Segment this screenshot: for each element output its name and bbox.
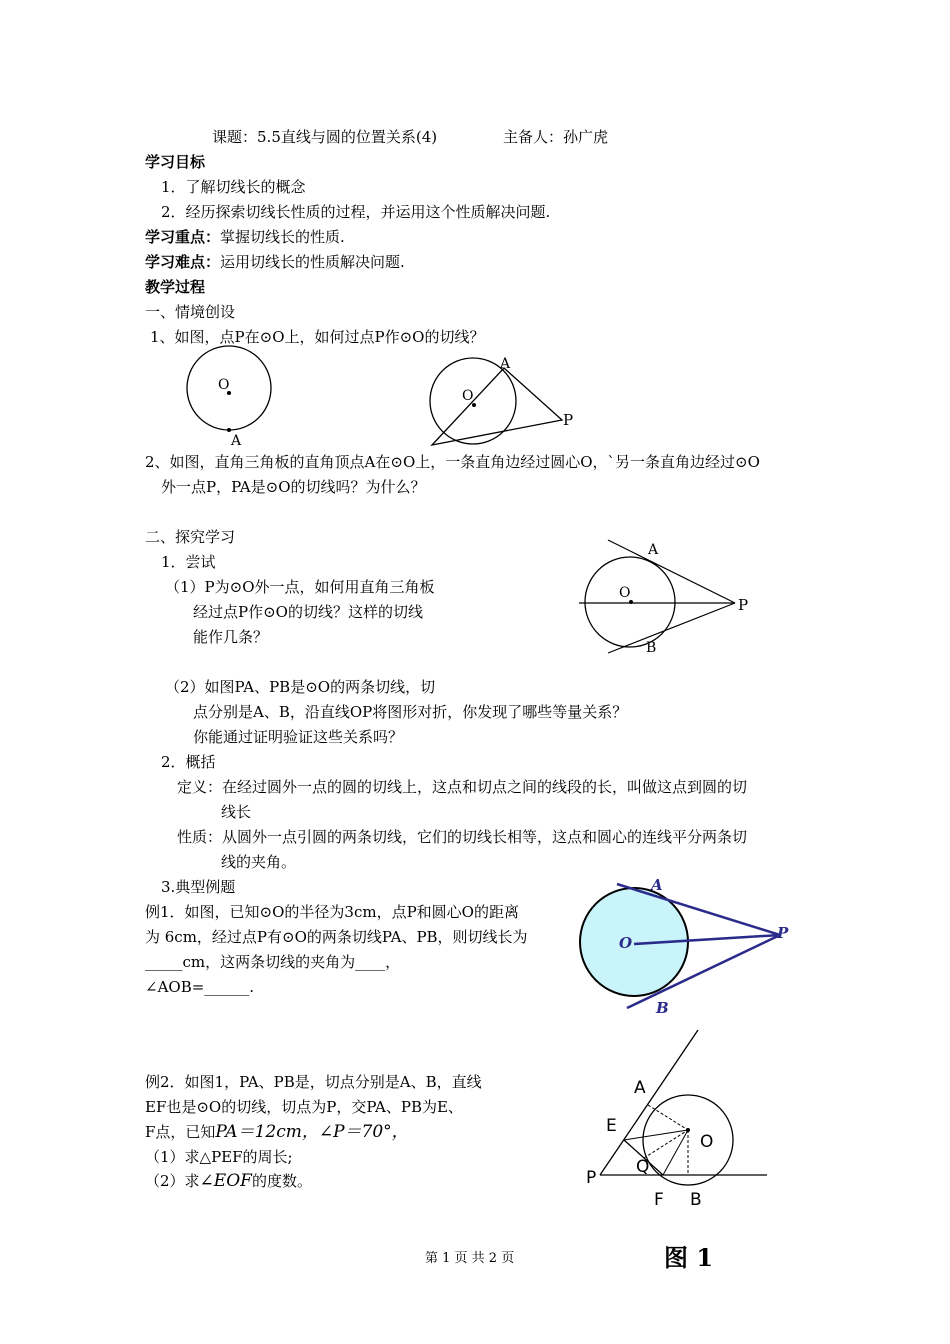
label-o: O <box>619 585 631 601</box>
example1-line2: 为 6cm，经过点P有⊙O的两条切线PA、PB，则切线长为 <box>145 928 528 946</box>
property-line2: 线的夹角。 <box>221 853 297 871</box>
try1-line1: （1）P为⊙O外一点，如何用直角三角板 <box>165 578 435 596</box>
center-dot <box>686 1128 690 1132</box>
label-b: B <box>646 640 657 656</box>
try2-line1: （2）如图PA、PB是⊙O的两条切线，切 <box>165 678 436 696</box>
property-line1: 性质：从圆外一点引圆的两条切线，它们的切线长相等，这点和圆心的连线平分两条切 <box>177 828 748 846</box>
label-p: P <box>777 924 789 942</box>
definition-line1: 定义：在经过圆外一点的圆的切线上，这点和切点之间的线段的长，叫做这点到圆的切 <box>177 778 748 796</box>
label-o: O <box>462 388 474 404</box>
label-b: B <box>690 1190 702 1210</box>
preparer-label: 主备人： <box>503 128 564 146</box>
label-b: B <box>656 999 669 1017</box>
label-o: O <box>619 934 633 952</box>
figure-example2 <box>580 1030 780 1280</box>
segment-fo <box>663 1130 688 1175</box>
difficulty <box>145 253 405 271</box>
example2-q2-suffix: 的度数。 <box>251 1172 312 1190</box>
segment-eo <box>624 1130 688 1140</box>
topic-title: 5.5直线与圆的位置关系(4) <box>257 128 438 146</box>
label-o: O <box>218 377 230 393</box>
goals-heading: 学习目标 <box>145 153 206 171</box>
label-a: A <box>634 1078 646 1098</box>
label-a: A <box>651 876 663 894</box>
figure-caption: 图 1 <box>664 1243 714 1272</box>
point-a-dot <box>227 428 231 432</box>
summary-heading: 2．概括 <box>161 753 216 771</box>
example2-line3-text: F点，已知 <box>145 1123 216 1141</box>
label-f: F <box>654 1190 664 1210</box>
lesson-header <box>212 128 437 146</box>
label-a: A <box>500 356 511 372</box>
label-p: P <box>586 1168 597 1188</box>
label-q: Q <box>636 1157 650 1177</box>
example2-given: PA＝12cm，∠P＝70°， <box>215 1122 409 1142</box>
section1-question-1: 1、如图，点P在⊙O上，如何过点P作⊙O的切线？ <box>150 328 485 346</box>
figure-circle-point-a <box>180 345 300 455</box>
figure-set-square <box>420 352 590 452</box>
goal-item-2: 2．经历探索切线长性质的过程，并运用这个性质解决问题. <box>161 203 551 221</box>
key-point-label: 学习重点： <box>145 228 221 246</box>
label-p: P <box>738 596 749 614</box>
preparer <box>503 128 608 146</box>
example2-q2-prefix: （2）求 <box>145 1172 200 1190</box>
try2-line3: 你能通过证明验证这些关系吗？ <box>193 728 404 746</box>
section1-question-2-line2: 外一点P，PA是⊙O的切线吗？为什么？ <box>161 478 426 496</box>
line-pa <box>600 1030 698 1175</box>
section1-heading: 一、情境创设 <box>145 303 236 321</box>
example1-line1: 例1．如图，已知⊙O的半径为3cm，点P和圆心O的距离 <box>145 903 519 921</box>
topic-label: 课题： <box>212 128 258 146</box>
example2-question-1: （1）求△PEF的周长; <box>145 1148 293 1166</box>
difficulty-label: 学习难点： <box>145 253 221 271</box>
goal-item-1: 1．了解切线长的概念 <box>161 178 306 196</box>
try2-line2: 点分别是A、B，沿直线OP将图形对折，你发现了哪些等量关系？ <box>193 703 628 721</box>
difficulty-text: 运用切线长的性质解决问题. <box>220 253 405 271</box>
label-p: P <box>563 411 574 429</box>
example2-question-2 <box>145 1172 312 1190</box>
label-a: A <box>231 433 242 449</box>
preparer-name: 孙广虎 <box>563 128 609 146</box>
key-point-text: 掌握切线长的性质. <box>220 228 345 246</box>
figure-example1 <box>575 870 795 1020</box>
example2-line2: EF也是⊙O的切线，切点为P，交PA、PB为E、 <box>145 1098 463 1116</box>
try-heading: 1．尝试 <box>161 553 216 571</box>
example1-line3: _____cm，这两条切线的夹角为____， <box>145 953 401 971</box>
figure-two-tangents <box>575 535 765 665</box>
example2-line3 <box>145 1123 409 1141</box>
key-point <box>145 228 345 246</box>
example1-line4: ∠AOB=______. <box>145 978 255 996</box>
example2-angle: ∠EOF <box>199 1171 252 1191</box>
definition-line2: 线长 <box>221 803 252 821</box>
segment-qo <box>644 1130 688 1158</box>
page-footer: 第 1 页 共 2 页 <box>425 1251 515 1266</box>
tangent-pb <box>608 603 735 653</box>
section2-heading: 二、探究学习 <box>145 528 236 546</box>
examples-heading: 3.典型例题 <box>161 878 236 896</box>
process-heading: 教学过程 <box>145 278 206 296</box>
try1-line3: 能作几条？ <box>193 628 269 646</box>
label-a: A <box>648 542 659 558</box>
set-square <box>432 368 562 445</box>
example2-line1: 例2．如图1，PA、PB是，切点分别是A、B，直线 <box>145 1073 482 1091</box>
segment-ao <box>648 1105 688 1130</box>
section1-question-2-line1: 2、如图，直角三角板的直角顶点A在⊙O上，一条直角边经过圆心O，`另一条直角边经过⊙O <box>145 453 760 471</box>
try1-line2: 经过点P作⊙O的切线？这样的切线 <box>193 603 423 621</box>
label-e: E <box>606 1116 617 1136</box>
label-o: O <box>700 1132 714 1152</box>
